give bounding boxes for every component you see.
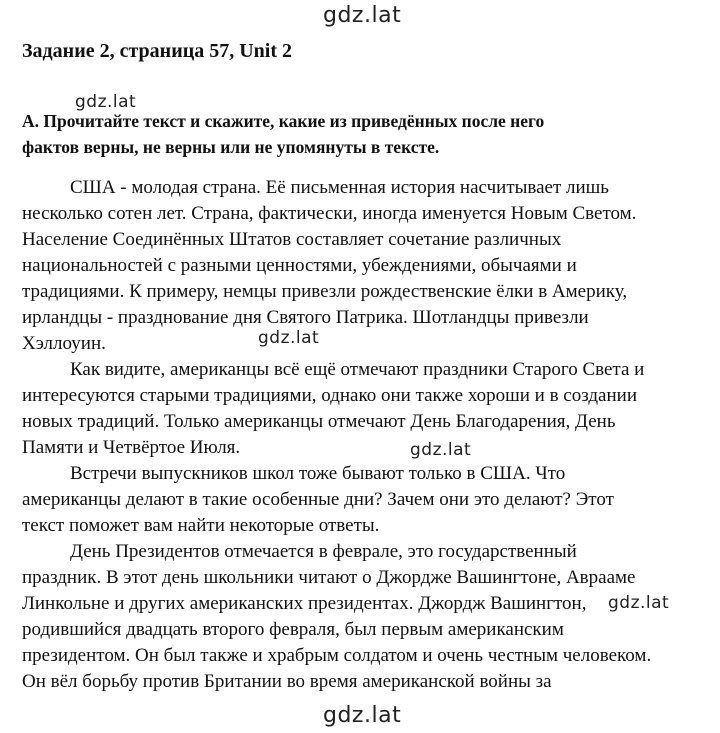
- text-line: президентом. Он был также и храбрым солдатом и очень честным человеком.: [22, 645, 652, 666]
- text-line: Встречи выпускников школ тоже бывают только в США. Что: [70, 463, 566, 484]
- text-line: Как видите, американцы всё ещё отмечают праздники Старого Света и: [70, 359, 645, 380]
- text-line: Он вёл борьбу против Британии во время американской войны за: [22, 671, 552, 692]
- text-line: ирландцы - празднование дня Святого Патрика. Шотландцы привезли: [22, 307, 589, 328]
- watermark: gdz.lat: [608, 593, 670, 613]
- page-title: Задание 2, страница 57, Unit 2: [22, 40, 293, 62]
- text-line: Население Соединённых Штатов составляет сочетание различных: [22, 229, 562, 250]
- text-line: Линкольне и других американских президентах. Джордж Вашингтон,: [22, 593, 587, 614]
- text-line: родившийся двадцать второго февраля, был первым американским: [22, 619, 564, 640]
- task-instruction: [22, 108, 662, 160]
- text-line: традициями. К примеру, немцы привезли рождественские ёлки в Америку,: [22, 281, 628, 302]
- task-line: A. Прочитайте текст и скажите, какие из приведённых после него: [22, 111, 545, 131]
- text-line: текст поможет вам найти некоторые ответы.: [22, 515, 380, 536]
- text-line: Памяти и Четвёртое Июля.: [22, 437, 241, 458]
- watermark: gdz.lat: [323, 3, 402, 28]
- text-line: несколько сотен лет. Страна, фактически, иногда именуется Новым Светом.: [22, 203, 637, 224]
- watermark: gdz.lat: [323, 703, 402, 728]
- text-line: новых традиций. Только американцы отмечают День Благодарения, День: [22, 411, 616, 432]
- watermark: gdz.lat: [410, 440, 472, 460]
- text-line: праздник. В этот день школьники читают о Джордже Вашингтоне, Аврааме: [22, 567, 636, 588]
- watermark: gdz.lat: [75, 92, 137, 112]
- reading-text: [22, 175, 702, 695]
- text-line: интересуются старыми традициями, однако они также хороши и в создании: [22, 385, 637, 406]
- text-line: США - молодая страна. Её письменная история насчитывает лишь: [70, 177, 609, 198]
- task-line: фактов верны, не верны или не упомянуты в тексте.: [22, 137, 440, 157]
- text-line: американцы делают в такие особенные дни? Зачем они это делают? Этот: [22, 489, 614, 510]
- text-line: Хэллоуин.: [22, 333, 106, 354]
- watermark: gdz.lat: [258, 328, 320, 348]
- text-line: национальностей с разными ценностями, убеждениями, обычаями и: [22, 255, 577, 276]
- text-line: День Президентов отмечается в феврале, это государственный: [70, 541, 577, 562]
